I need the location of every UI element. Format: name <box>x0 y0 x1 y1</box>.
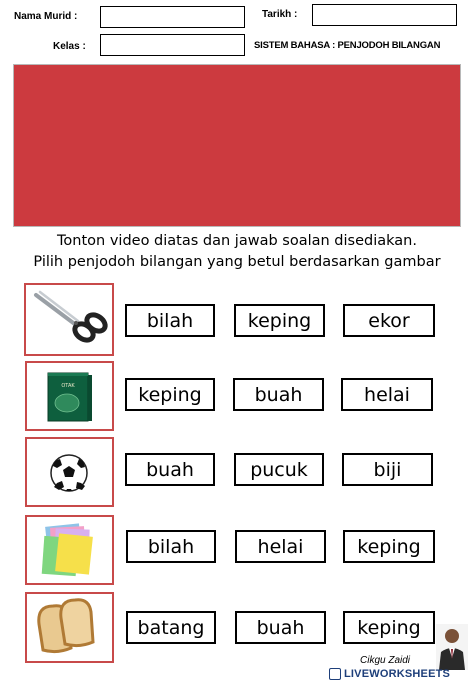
question-3-picture <box>25 437 114 507</box>
q2-option-3[interactable]: helai <box>341 378 433 411</box>
bread-slices-icon <box>27 594 112 661</box>
q5-option-1[interactable]: batang <box>126 611 216 644</box>
q3-option-3[interactable]: biji <box>342 453 433 486</box>
topic-title: SISTEM BAHASA : PENJODOH BILANGAN <box>254 40 441 51</box>
q5-option-3[interactable]: keping <box>343 611 435 644</box>
svg-text:OTAK: OTAK <box>61 383 75 389</box>
q1-option-3[interactable]: ekor <box>343 304 435 337</box>
q2-option-1[interactable]: keping <box>125 378 215 411</box>
author-name: Cikgu Zaidi <box>360 655 411 666</box>
class-input[interactable] <box>100 34 245 56</box>
question-1-picture <box>24 283 114 356</box>
brand-name: LIVEWORKSHEETS <box>344 668 451 680</box>
q4-option-2[interactable]: helai <box>235 530 326 563</box>
question-2-picture <box>25 361 114 431</box>
instruction-line-1: Tonton video diatas dan jawab soalan disediakan. <box>57 233 417 249</box>
author-photo <box>436 624 468 670</box>
instruction-line-2: Pilih penjodoh bilangan yang betul berdasarkan gambar <box>33 254 441 270</box>
q4-option-3[interactable]: keping <box>343 530 435 563</box>
q5-option-2[interactable]: buah <box>235 611 326 644</box>
book-icon <box>27 363 112 429</box>
q4-option-1[interactable]: bilah <box>126 530 216 563</box>
date-input[interactable] <box>312 4 457 26</box>
q2-option-2[interactable]: buah <box>233 378 324 411</box>
q1-option-1[interactable]: bilah <box>125 304 215 337</box>
name-input[interactable] <box>100 6 245 28</box>
scissors-icon <box>26 285 112 354</box>
class-label: Kelas : <box>53 41 86 52</box>
date-label: Tarikh : <box>262 9 298 20</box>
football-icon <box>27 439 112 505</box>
liveworksheets-icon <box>329 668 341 680</box>
q3-option-1[interactable]: buah <box>125 453 215 486</box>
question-5-picture <box>25 592 114 663</box>
name-label: Nama Murid : <box>14 11 78 22</box>
video-player[interactable] <box>13 64 461 227</box>
question-4-picture <box>25 515 114 585</box>
q1-option-2[interactable]: keping <box>234 304 325 337</box>
liveworksheets-logo <box>329 668 450 680</box>
q3-option-2[interactable]: pucuk <box>234 453 324 486</box>
paper-sheets-icon <box>27 517 112 583</box>
